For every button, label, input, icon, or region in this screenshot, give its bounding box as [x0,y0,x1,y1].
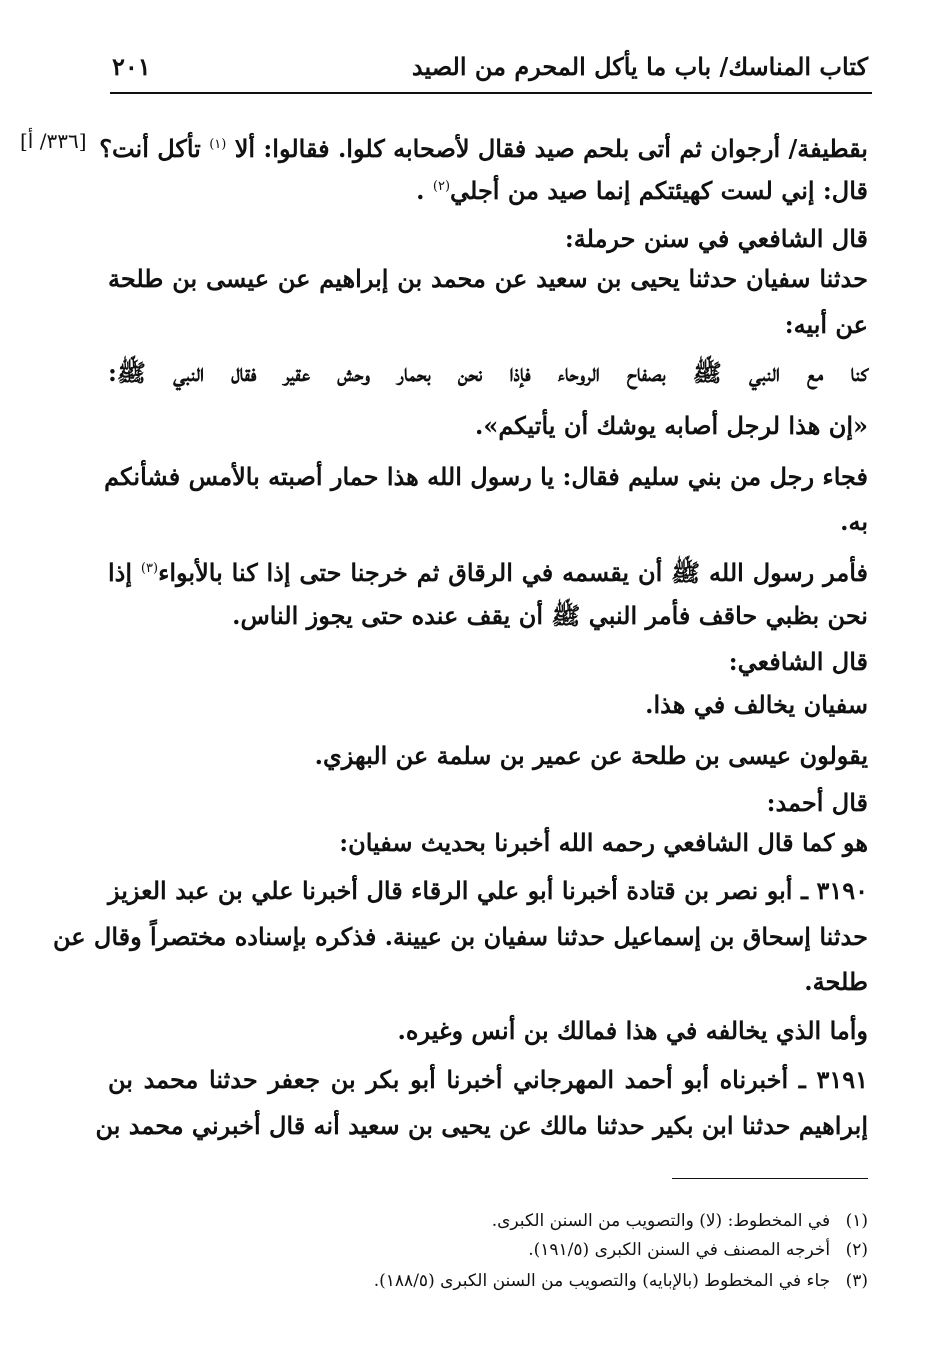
hadith-number: ٣١٩١ ـ [798,1065,869,1094]
text-line-15: قال أحمد: [766,788,868,817]
text-segment: إذا [108,558,133,587]
text-segment: أبو نصر بن قتادة أخبرنا أبو علي الرقاء قال أخبرنا علي بن عبد العزيز [108,876,793,905]
text-line-5: عن أبيه: [784,310,868,339]
text-segment: فأمر رسول الله ﷺ أن يقسمه في الرقاق ثم خرجنا حتى إذا كنا بالأبواء [158,558,868,587]
footnote-2 [108,1237,868,1263]
text-line-12: قال الشافعي: [728,647,868,676]
text-line-18: حدثنا إسحاق بن إسماعيل حدثنا سفيان بن عيينة. فذكره بإسناده مختصراً وقال عن [52,922,868,951]
footnote-1 [108,1208,868,1234]
footnote-3 [108,1268,868,1294]
footnote-ref-3: (٣) [140,561,159,576]
text-line-22: إبراهيم حدثنا ابن بكير حدثنا مالك عن يحيى بن سعيد أنه قال أخبرني محمد بن [95,1111,868,1140]
text-segment: . [416,176,425,205]
text-line-3: قال الشافعي في سنن حرملة: [564,224,868,253]
text-segment: قال: إني لست كهيئتكم إنما صيد من أجلي [450,176,868,205]
footnote-divider [672,1178,868,1179]
footnote-number: (١) [845,1211,868,1231]
footnote-number: (٢) [845,1240,868,1260]
text-segment: تأكل أنت؟ [99,134,201,163]
text-line-1 [99,128,868,166]
running-header-title: كتاب المناسك/ باب ما يأكل المحرم من الصيد [411,52,868,81]
footnote-text: جاء في المخطوط (بالإبايه) والتصويب من السنن الكبرى (١٨٨/٥). [373,1271,831,1291]
footnote-text: أخرجه المصنف في السنن الكبرى (١٩١/٥). [528,1240,831,1260]
text-line-4: حدثنا سفيان حدثنا يحيى بن سعيد عن محمد بن إبراهيم عن عيسى بن طلحة [108,264,868,293]
footnote-text: في المخطوط: (لا) والتصويب من السنن الكبرى. [491,1211,831,1231]
footnote-ref-1: (١) [209,137,227,152]
text-line-16: هو كما قال الشافعي رحمه الله أخبرنا بحديث سفيان: [339,828,868,857]
text-line-17 [108,874,868,908]
header-divider [110,92,872,94]
text-line-9: به. [840,507,868,536]
text-line-6: كنا مع النبي ﷺ بصفاح الروحاء فإذا نحن بحمار وحش عقير فقال النبي ﷺ: [108,358,868,387]
text-line-8: فجاء رجل من بني سليم فقال: يا رسول الله هذا حمار أصبته بالأمس فشأنكم [104,462,868,491]
footnote-ref-2: (٢) [432,179,451,194]
text-segment: بقطيفة/ أرجوان ثم أتى بلحم صيد فقال لأصحابه كلوا. فقالوا: ألا [234,134,868,163]
footnote-number: (٣) [845,1271,868,1291]
text-line-20: وأما الذي يخالفه في هذا فمالك بن أنس وغيره. [397,1016,868,1045]
manuscript-folio-marker: [٣٣٦/ أ] [20,129,87,153]
text-line-2 [108,170,868,208]
page-number: ٢٠١ [112,52,151,81]
text-line-14: يقولون عيسى بن طلحة عن عمير بن سلمة عن البهزي. [314,741,868,770]
text-line-10 [108,552,868,590]
text-line-13: سفيان يخالف في هذا. [645,690,868,719]
hadith-number: ٣١٩٠ ـ [800,876,869,905]
text-line-19: طلحة. [804,967,868,996]
text-line-21 [108,1063,868,1097]
text-line-7: «إن هذا لرجل أصابه يوشك أن يأتيكم». [474,411,868,440]
text-segment: أخبرناه أبو أحمد المهرجاني أخبرنا أبو بكر بن جعفر حدثنا محمد بن [108,1065,789,1094]
text-line-11: نحن بظبي حاقف فأمر النبي ﷺ أن يقف عنده حتى يجوز الناس. [232,601,868,630]
